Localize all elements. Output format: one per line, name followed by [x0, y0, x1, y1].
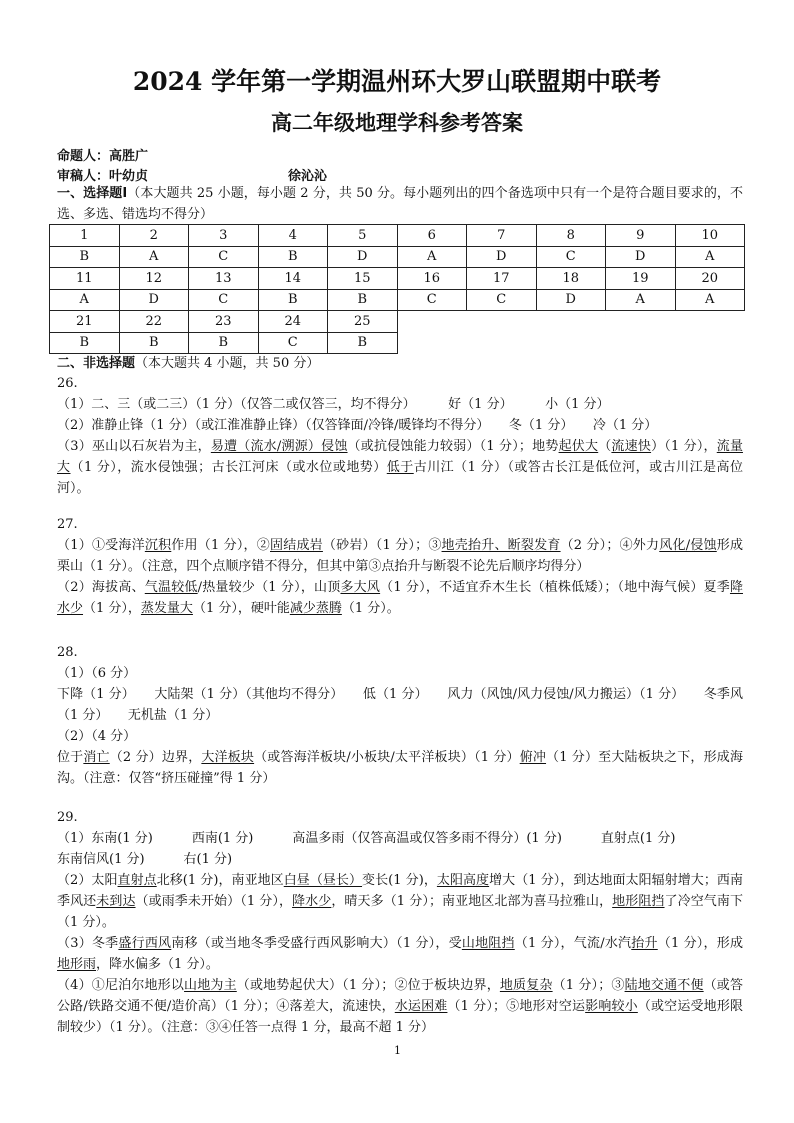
question-number-cell: 9 [606, 225, 676, 247]
answer-text: （1 分），形成 [657, 936, 743, 951]
answer-cell: B [328, 289, 398, 311]
section-1-heading: 一、选择题Ⅰ [57, 186, 128, 201]
reviewer: 审稿人：叶幼贞 [57, 169, 149, 184]
answer-text: （或空运受地形限制较少）（1 分）。（注意：③④任答一点得 1 分，最高不超 1 分） [57, 999, 743, 1035]
key-point: 盛行西风 [118, 936, 172, 951]
answer-text: （2 分）；④外力 [560, 538, 660, 553]
key-point: 地形雨 [57, 957, 97, 972]
question-number-cell: 15 [328, 268, 398, 290]
empty-cell [467, 332, 537, 354]
question-number-cell: 21 [50, 311, 120, 333]
table-row [50, 311, 745, 333]
empty-cell [536, 311, 606, 333]
key-point: 流量大 [57, 439, 743, 475]
key-point: 水运困难 [394, 999, 448, 1014]
question-number-cell: 5 [328, 225, 398, 247]
page-title: 2024 学年第一学期温州环大罗山联盟期中联考 [132, 67, 662, 96]
key-point: 未到达 [96, 894, 136, 909]
question-number-cell: 7 [467, 225, 537, 247]
answer-text: （1 分）， [83, 601, 141, 616]
empty-cell [397, 311, 467, 333]
answer-paragraph [57, 415, 743, 436]
answer-cell: B [119, 332, 189, 354]
question-28 [57, 642, 743, 789]
answer-text: （2）海拔高、 [57, 580, 145, 595]
answer-text: ，晴天多（1 分）；南亚地区北部为喜马拉雅山， [331, 894, 613, 909]
answer-cell: C [397, 289, 467, 311]
answer-cell: C [258, 332, 328, 354]
answer-cell: A [397, 246, 467, 268]
answer-text: （1 分），不适宜乔木生长（植株低矮）；（地中海气候）夏季 [380, 580, 730, 595]
answer-text: （1 分），气流/水汽 [514, 936, 632, 951]
answer-cell: B [189, 332, 259, 354]
key-point: 白昼（昼长） [283, 873, 363, 888]
answer-text: （1 分）至大陆板块之下，形成海沟。（注意：仅答“挤压碰撞”得 1 分） [57, 750, 743, 786]
key-point: 太阳高度 [436, 873, 490, 888]
key-point: 陆地交通不便 [624, 978, 704, 993]
key-point: 减少蒸腾 [289, 601, 342, 616]
answer-cell: A [675, 246, 745, 268]
answer-text: 东南信风(1 分) 右(1 分) [57, 852, 233, 867]
key-point: 沉积 [144, 538, 172, 553]
answer-cell: A [675, 289, 745, 311]
question-number-cell: 22 [119, 311, 189, 333]
question-number-cell: 19 [606, 268, 676, 290]
question-number: 29. [57, 810, 78, 825]
section-1-desc: （本大题共 25 小题，每小题 2 分，共 50 分。每小题列出的四个备选项中只有一个是符合题目要求的，不选、多选、错选均不得分） [57, 186, 743, 222]
key-point: 地形阻挡 [612, 894, 665, 909]
answer-text: （或雨季未开始）（1 分）， [135, 894, 293, 909]
answer-paragraph [57, 828, 743, 849]
answer-text: （4）①尼泊尔地形以 [57, 978, 185, 993]
answer-text: 下降（1 分） 大陆架（1 分）（其他均不得分） 低（1 分） 风力（风蚀/风力侵蚀/风力搬运）（1 分） 冬季风（1 分） 无机盐（1 分） [57, 687, 743, 723]
answer-text: 作用（1 分），② [171, 538, 270, 553]
question-number-cell: 4 [258, 225, 328, 247]
empty-cell [675, 332, 745, 354]
key-point: 直射点 [117, 873, 157, 888]
question-number-cell: 6 [397, 225, 467, 247]
answer-text: （或答公路/铁路交通不便/造价高）（1 分）；④落差大，流速快， [57, 978, 743, 1014]
question-number: 28. [57, 645, 78, 660]
answer-paragraph [57, 535, 743, 577]
table-row [50, 246, 745, 268]
answer-text: （2）（4 分） [57, 729, 137, 744]
question-number: 27. [57, 517, 78, 532]
section-2-desc: （本大题共 4 小题，共 50 分） [135, 356, 320, 371]
empty-cell [536, 332, 606, 354]
answer-text: ，降水偏多（1 分）。 [96, 957, 219, 972]
answer-cell: B [50, 332, 120, 354]
answer-text: 南移（或当地冬季受盛行西风影响大）（1 分），受 [171, 936, 462, 951]
answer-cell: D [536, 289, 606, 311]
answer-cell: D [328, 246, 398, 268]
key-point: 蒸发量大 [140, 601, 193, 616]
answer-text: 古川江（1 分）（或答古长江是低位河，或古川江是高位河）。 [57, 460, 743, 496]
answer-text: ）（1 分）， [651, 439, 717, 454]
answer-text: （1 分），硬叶能 [192, 601, 290, 616]
answer-paragraph [57, 663, 743, 684]
table-row [50, 225, 745, 247]
question-number-cell: 12 [119, 268, 189, 290]
answer-paragraph [57, 747, 743, 789]
answer-cell: D [467, 246, 537, 268]
author: 命题人：高胜广 [57, 149, 149, 164]
key-point: 地壳抬升、断裂发育 [441, 538, 561, 553]
answer-text: （2）太阳 [57, 873, 118, 888]
question-number-cell: 23 [189, 311, 259, 333]
key-point: 影响较小 [585, 999, 638, 1014]
answer-cell: B [328, 332, 398, 354]
key-point: 抬升 [631, 936, 658, 951]
table-row [50, 332, 745, 354]
answer-cell: C [189, 289, 259, 311]
answer-text: （或地势起伏大）（1 分）；②位于板块边界， [236, 978, 500, 993]
answer-text: （1 分）；⑤地形对空运 [447, 999, 586, 1014]
answer-text: 位于 [57, 750, 84, 765]
answer-paragraph [57, 870, 743, 933]
question-number-cell: 14 [258, 268, 328, 290]
answer-cell: A [50, 289, 120, 311]
key-point: 大洋板块 [201, 750, 255, 765]
answer-text: （1）①受海洋 [57, 538, 145, 553]
question-number-cell: 20 [675, 268, 745, 290]
answer-paragraph [57, 684, 743, 726]
answer-cell: C [189, 246, 259, 268]
answer-cell: D [119, 289, 189, 311]
answer-paragraph [57, 726, 743, 747]
key-point: 起伏大 [558, 439, 599, 454]
answer-text: 了冷空气南下（1 分）。 [57, 894, 743, 930]
empty-cell [606, 311, 676, 333]
key-point: 固结成岩 [270, 538, 323, 553]
answer-text: 形成栗山（1 分）。（注意，四个点顺序错不得分，但其中第③点抬升与断裂不论先后顺序均得分） [57, 538, 743, 574]
answer-text: （或答海洋板块/小板块/太平洋板块）（1 分） [254, 750, 520, 765]
question-29 [57, 807, 743, 1038]
question-number-cell: 8 [536, 225, 606, 247]
key-point: 降水少 [57, 580, 743, 616]
question-number-cell: 10 [675, 225, 745, 247]
key-point: 山地为主 [184, 978, 237, 993]
key-point: 山地阻挡 [461, 936, 515, 951]
empty-cell [675, 311, 745, 333]
answer-text: 北移(1 分)，南亚地区 [156, 873, 284, 888]
question-number-cell: 25 [328, 311, 398, 333]
question-number-cell: 16 [397, 268, 467, 290]
question-number-cell: 13 [189, 268, 259, 290]
section-2-header [57, 353, 743, 374]
key-point: 多大风 [340, 580, 381, 595]
answer-cell: B [258, 246, 328, 268]
question-number-cell: 24 [258, 311, 328, 333]
answer-cell: B [50, 246, 120, 268]
key-point: 易遭（流水/溯源）侵蚀 [210, 439, 348, 454]
question-number-cell: 11 [50, 268, 120, 290]
answer-text: （1）（6 分） [57, 666, 137, 681]
answer-cell: A [606, 289, 676, 311]
question-number-cell: 2 [119, 225, 189, 247]
answer-table [49, 224, 745, 354]
key-point: 流速快 [611, 439, 652, 454]
answer-paragraph [57, 933, 743, 975]
answer-text: （ [598, 439, 612, 454]
question-27 [57, 514, 743, 619]
answer-paragraph [57, 577, 743, 619]
answer-paragraph [57, 975, 743, 1038]
answer-cell: A [119, 246, 189, 268]
section-1-header [57, 183, 743, 225]
answer-cell: C [467, 289, 537, 311]
answer-text: （1 分），流水侵蚀强；古长江河床（或水位或地势） [70, 460, 387, 475]
page-subtitle: 高二年级地理学科参考答案 [271, 110, 523, 135]
answer-text: （2 分）边界， [109, 750, 202, 765]
question-number-cell: 1 [50, 225, 120, 247]
reviewer-2: 徐沁沁 [288, 169, 328, 184]
key-point: 俯冲 [519, 750, 547, 765]
answer-text: （1 分）。 [341, 601, 400, 616]
answer-text: （1）东南(1 分) 西南(1 分) 高温多雨（仅答高温或仅答多雨不得分）(1 分) 直射点(1 分) [57, 831, 676, 846]
answer-cell: B [258, 289, 328, 311]
answer-text: （3）冬季 [57, 936, 119, 951]
question-number-cell: 17 [467, 268, 537, 290]
key-point: 消亡 [83, 750, 110, 765]
answer-paragraph [57, 394, 743, 415]
answer-text: （砂岩）（1 分）；③ [322, 538, 442, 553]
answer-text: 增大（1 分），到达地面太阳辐射增大；西南季风还 [57, 873, 743, 909]
answer-cell: D [606, 246, 676, 268]
table-row [50, 268, 745, 290]
section-2-heading: 二、非选择题 [57, 356, 136, 371]
key-point: 低于 [386, 460, 414, 475]
key-point: 风化/侵蚀 [659, 538, 717, 553]
table-row [50, 289, 745, 311]
answer-paragraph [57, 849, 743, 870]
answer-text: （或抗侵蚀能力较弱）（1 分）；地势 [347, 439, 559, 454]
empty-cell [467, 311, 537, 333]
question-number: 26. [57, 376, 78, 391]
empty-cell [397, 332, 467, 354]
answer-text: （1）二、三（或二三）（1 分）（仅答二或仅答三，均不得分） 好（1 分） 小（1 分） [57, 397, 610, 412]
answer-text: /热量较少（1 分），山顶 [197, 580, 341, 595]
question-26 [57, 373, 743, 499]
answer-text: （2）准静止锋（1 分）（或江淮准静止锋）（仅答锋面/冷锋/暖锋均不得分） 冬（1 分） 冷（1 分） [57, 418, 658, 433]
question-number-cell: 3 [189, 225, 259, 247]
answer-text: （3）巫山以石灰岩为主， [57, 439, 211, 454]
page-number: 1 [394, 1044, 401, 1057]
key-point: 气温较低 [144, 580, 198, 595]
empty-cell [606, 332, 676, 354]
answer-text: 变长(1 分)， [362, 873, 437, 888]
answer-text: （1 分）；③ [552, 978, 625, 993]
key-point: 降水少 [292, 894, 332, 909]
question-number-cell: 18 [536, 268, 606, 290]
answer-cell: C [536, 246, 606, 268]
answer-paragraph [57, 436, 743, 499]
key-point: 地质复杂 [499, 978, 553, 993]
